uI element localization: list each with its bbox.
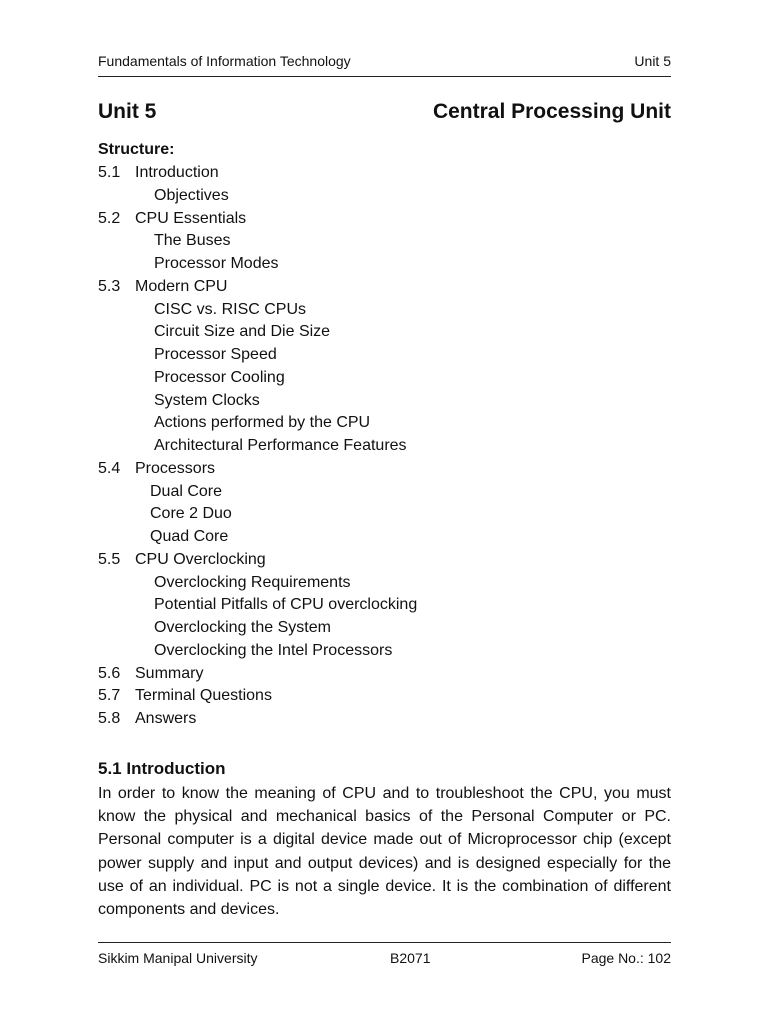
toc-section-number: 5.7 bbox=[98, 687, 121, 705]
structure-heading: Structure: bbox=[98, 141, 175, 158]
toc-subsection-item: Processor Modes bbox=[154, 255, 279, 272]
toc-subsection-item: Actions performed by the CPU bbox=[154, 414, 371, 432]
toc-section-label: Answers bbox=[135, 710, 197, 727]
toc-section-label: Processors bbox=[135, 459, 216, 477]
toc-section-label: Modern CPU bbox=[135, 277, 228, 295]
toc-section-label: CPU Essentials bbox=[135, 209, 247, 227]
toc-section-item bbox=[98, 162, 417, 185]
toc-section-label: Introduction bbox=[135, 164, 219, 181]
toc-subsection-item: Processor Speed bbox=[154, 346, 277, 363]
unit-number: Unit 5 bbox=[98, 100, 157, 123]
toc-section-item bbox=[98, 549, 417, 572]
toc-section-number: 5.1 bbox=[98, 164, 121, 181]
toc-subsection-item: Core 2 Duo bbox=[150, 505, 232, 523]
toc-section-number: 5.8 bbox=[98, 710, 121, 727]
toc-section-item bbox=[98, 458, 417, 481]
section-heading: 5.1 Introduction bbox=[98, 759, 226, 778]
toc-subsection-item: Overclocking Requirements bbox=[154, 573, 351, 591]
page-header bbox=[98, 52, 671, 77]
toc-subsection-item: Circuit Size and Die Size bbox=[154, 323, 331, 341]
toc-section-number: 5.4 bbox=[98, 459, 121, 477]
toc-section-item bbox=[98, 276, 417, 299]
toc-subsection-item: The Buses bbox=[154, 232, 231, 250]
toc-subsection-item: Objectives bbox=[154, 186, 229, 204]
toc-subsection-item: Potential Pitfalls of CPU overclocking bbox=[154, 596, 418, 614]
toc-section-label: Summary bbox=[135, 664, 204, 682]
toc-subsection-item: Overclocking the Intel Processors bbox=[154, 641, 393, 659]
footer-university: Sikkim Manipal University bbox=[98, 950, 258, 966]
unit-name: Central Processing Unit bbox=[432, 100, 671, 123]
unit-title-row bbox=[98, 100, 671, 128]
toc-section-item bbox=[98, 708, 417, 731]
toc-section-number: 5.2 bbox=[98, 209, 121, 227]
toc-subsection-item: Processor Cooling bbox=[154, 368, 285, 386]
table-of-contents bbox=[98, 162, 417, 731]
header-unit-label: Unit 5 bbox=[634, 53, 671, 69]
toc-section-item bbox=[98, 685, 417, 708]
toc-subsection-item: Quad Core bbox=[150, 528, 229, 545]
toc-section-number: 5.3 bbox=[98, 277, 121, 295]
page-footer bbox=[98, 942, 671, 965]
toc-subsection-item: Overclocking the System bbox=[154, 619, 331, 636]
toc-section-number: 5.5 bbox=[98, 550, 121, 568]
toc-section-label: Terminal Questions bbox=[135, 687, 272, 705]
toc-section-item bbox=[98, 208, 417, 231]
toc-section-label: CPU Overclocking bbox=[135, 550, 266, 568]
book-title: Fundamentals of Information Technology bbox=[98, 53, 351, 69]
toc-subsection-item: System Clocks bbox=[154, 391, 260, 409]
toc-subsection-item: CISC vs. RISC CPUs bbox=[154, 300, 307, 318]
toc-section-number: 5.6 bbox=[98, 664, 121, 682]
toc-section-item bbox=[98, 663, 417, 686]
toc-subsection-item: Architectural Performance Features bbox=[154, 437, 407, 454]
introduction-paragraph: In order to know the meaning of CPU and to troubleshoot the CPU, you must know the physical and mechanical basics of the Personal Computer or PC. Personal computer is a digital device made out of Microprocessor chip (except power supply and input and output devices) and is designed especially for the use of an individual. PC is not a single device. It is the combination of different components and devices. bbox=[98, 785, 671, 919]
footer-page-number: Page No.: 102 bbox=[581, 950, 671, 966]
footer-code: B2071 bbox=[390, 950, 431, 966]
toc-subsection-item: Dual Core bbox=[150, 482, 223, 500]
